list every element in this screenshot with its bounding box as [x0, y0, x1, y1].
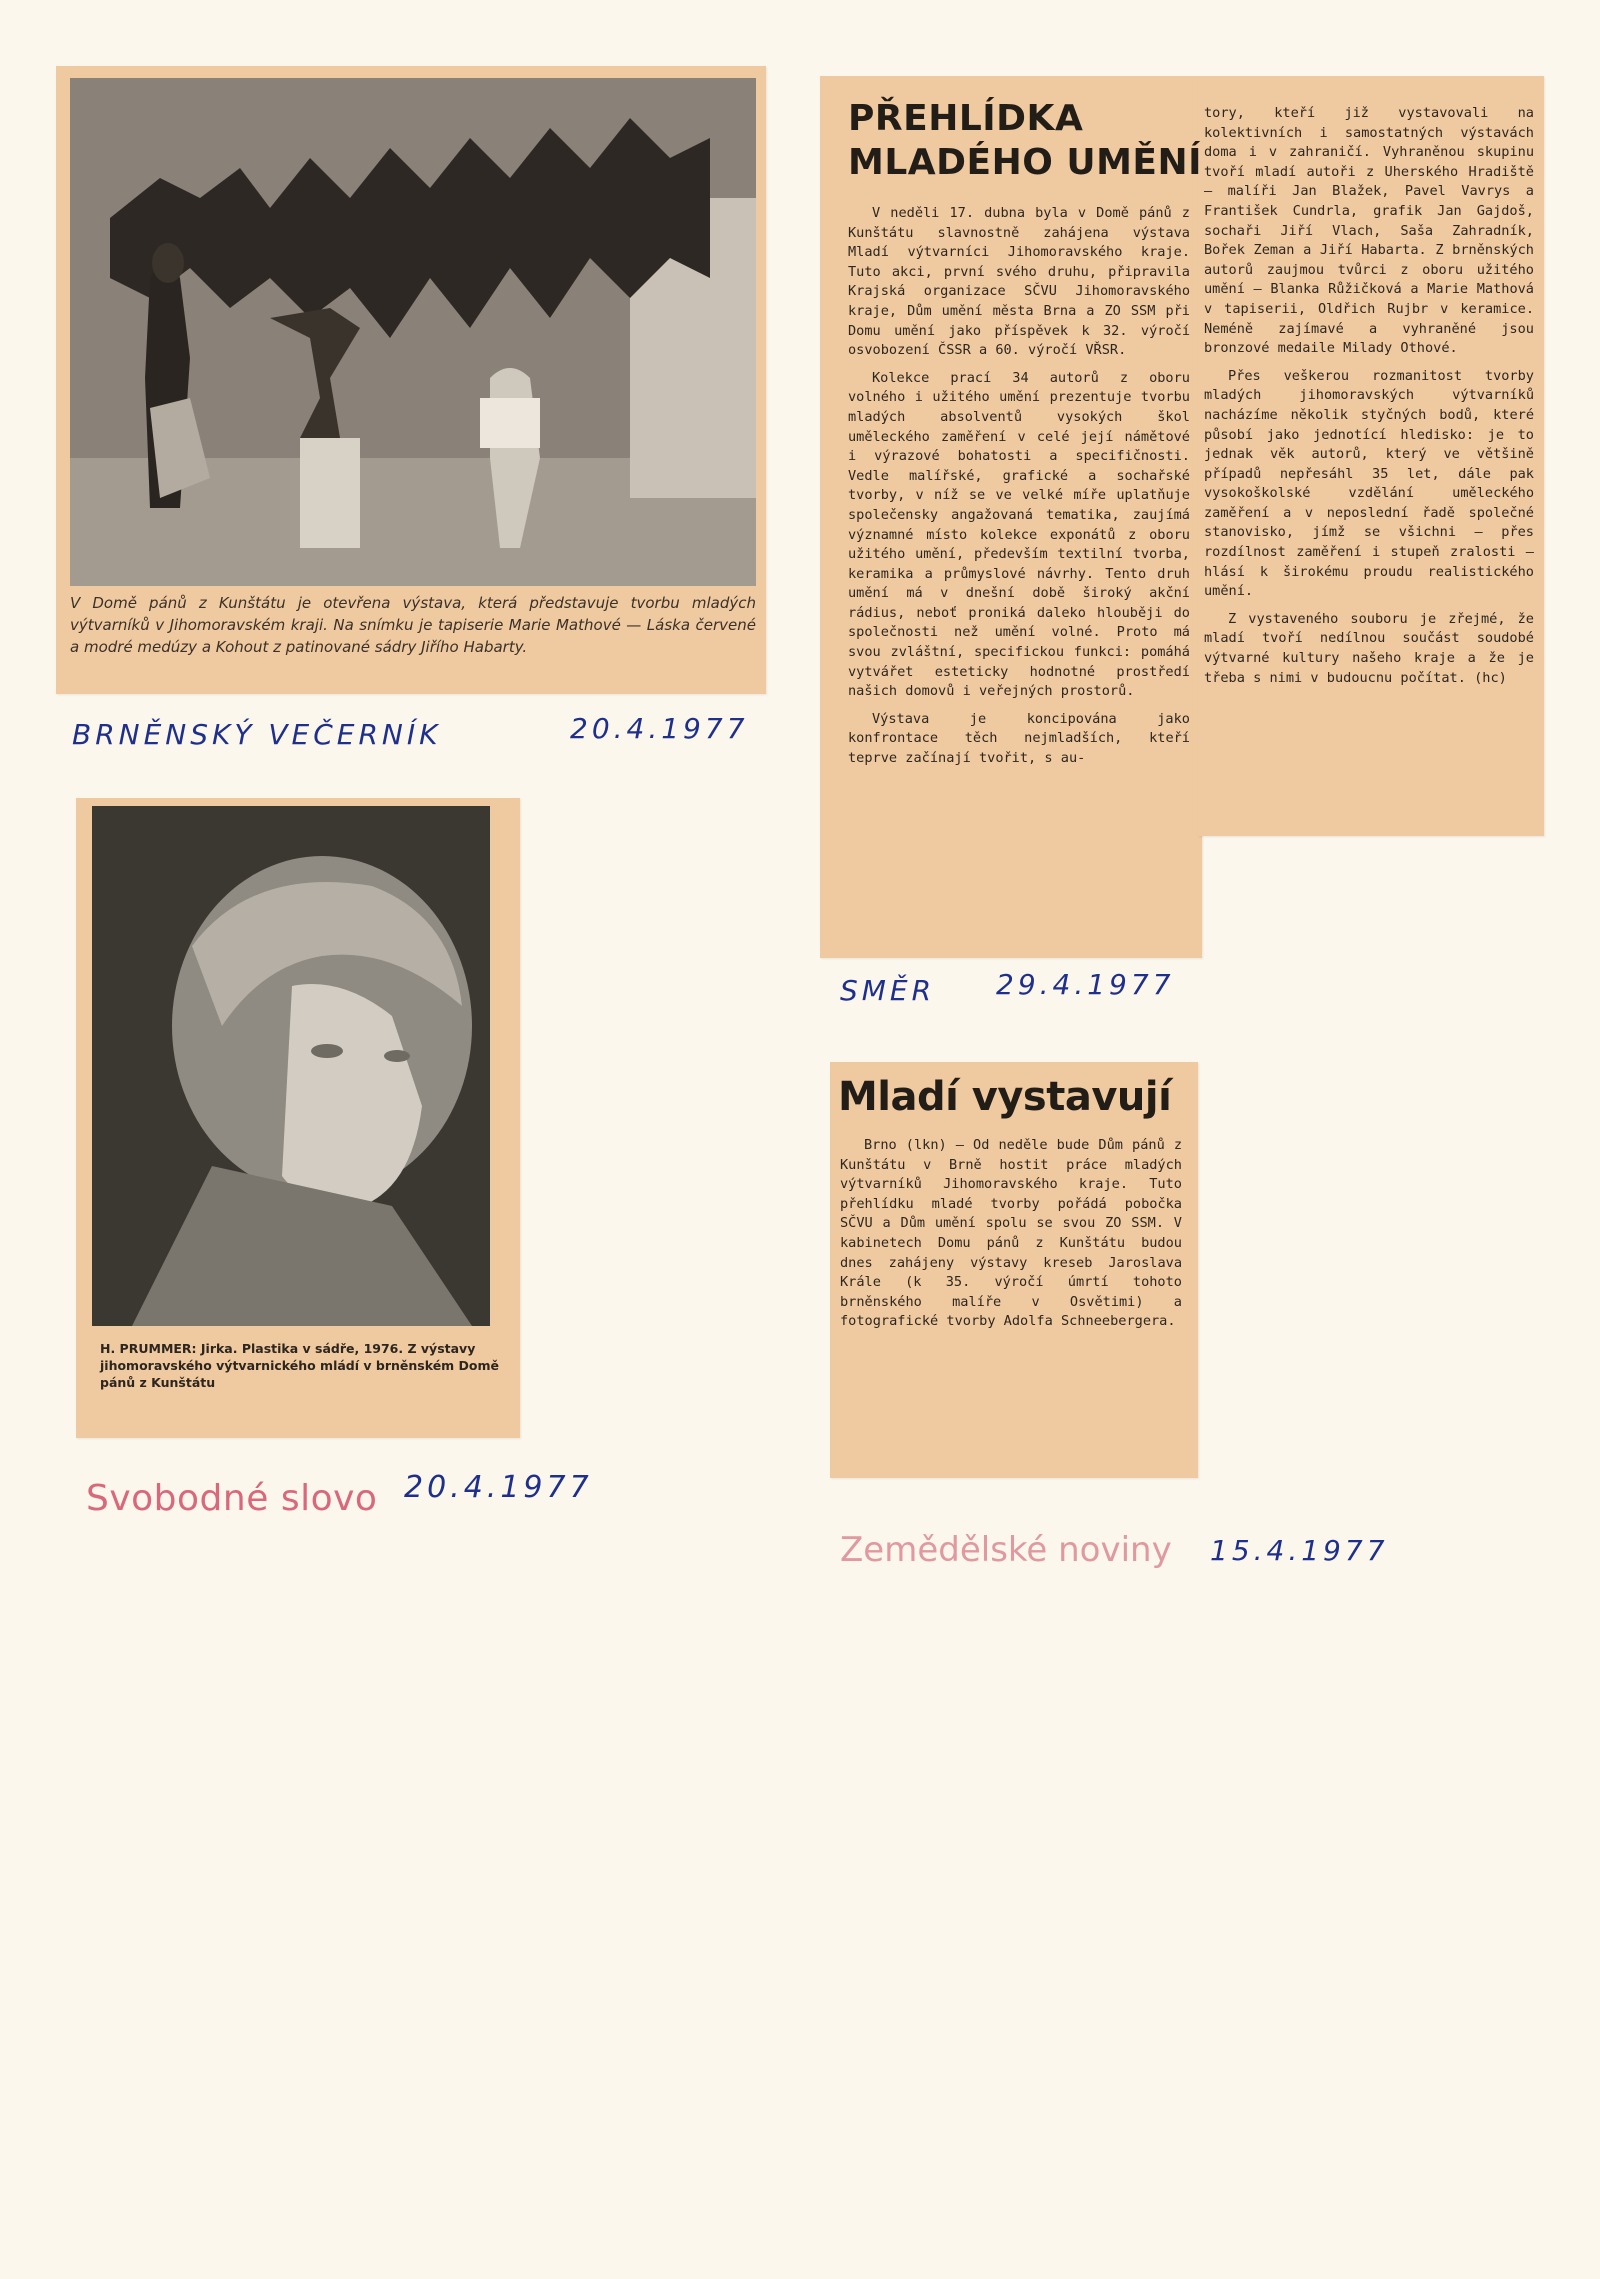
exhibition-photo [70, 78, 756, 586]
date-label-4: 15.4.1977 [1210, 1534, 1389, 1567]
notice-title: Mladí vystavují [838, 1074, 1172, 1120]
source-stamp-svobodne-slovo: Svobodné slovo [86, 1478, 378, 1519]
article-title-line2: MLADÉHO UMĚNÍ [848, 142, 1203, 183]
article-title-line1: PŘEHLÍDKA [848, 98, 1084, 139]
notice-body: Brno (lkn) — Od neděle bude Dům pánů z Kunštátu v Brně hostit práce mladých výtvarníků Jihomoravského kraje. Tuto přehlídku mladé tvorby pořádá pobočka SČVU a Dům umění spolu se svou ZO SSM. V kabinetech Domu pánů z Kunštátu budou dnes zahájeny výstavy kreseb Jaroslava Krále (k 35. výročí úmrtí tohoto brněnského malíře v Osvětimi) a fotografické tvorby Adolfa Schneebergera. [840, 1137, 1182, 1330]
sculpture-caption: H. PRUMMER: Jirka. Plastika v sádře, 1976. Z výstavy jihomoravského výtvarnického mládí v brněnském Domě pánů z Kunštátu [100, 1341, 500, 1390]
source-label-smer: SMĚR [840, 974, 936, 1007]
article-paragraph: Výstava je koncipována jako konfrontace těch nejmladších, kteří teprve začínají tvořit, s au- [848, 710, 1190, 767]
article-paragraph: Z vystaveného souboru je zřejmé, že mladí tvoří nedílnou součást soudobé výtvarné kultury našeho kraje a že je třeba s nimi v budoucnu počítat. (hc) [1204, 610, 1534, 686]
article-column-1 [848, 204, 1190, 949]
date-label-3: 20.4.1977 [404, 1470, 593, 1505]
sculpture-photo [92, 806, 490, 1326]
article-column-2 [1204, 104, 1534, 824]
date-label-1: 20.4.1977 [570, 712, 749, 745]
article-paragraph: V neděli 17. dubna byla v Domě pánů z Kunštátu slavnostně zahájena výstava Mladí výtvarníci Jihomoravského kraje. Tuto akci, první svého druhu, připravila Krajská organizace SČVU Jihomoravského kraje, Dům umění města Brna a ZO SSM při Domu umění jako příspěvek k 32. výročí osvobození ČSSR a 60. výročí VŘSR. [848, 205, 1190, 359]
article-paragraph: Přes veškerou rozmanitost tvorby mladých jihomoravských výtvarníků nacházíme několik styčných bodů, které působí jako jednotící hledisko: je to jednak věk autorů, který ve většině případů nepřesáhl 35 let, dále pak vysokoškolské vzdělání uměleckého zaměření a v neposlední řadě společné stanovisko, jímž se všichni — přes rozdílnost zaměření i stupeň zralosti — hlásí k širokému proudu realistického umění. [1204, 367, 1534, 600]
source-stamp-zemedelske-noviny: Zemědělské noviny [840, 1530, 1172, 1570]
article-paragraph: Kolekce prací 34 autorů z oboru volného i užitého umění prezentuje tvorbu mladých absolventů vysokých škol uměleckého zaměření v celé její námětové i výrazové bohatosti a specifičnosti. Vedle malířské, grafické a sochařské tvorby, v níž se ve velké míře uplatňuje společensky angažovaná tematika, zaujímá významné místo kolekce exponátů z oboru užitého umění, především textilní tvorba, keramika a průmyslové návrhy. Tento druh umění má v dnešní době široký akční rádius, neboť proniká daleko hlouběji do společnosti než umění volné. Proto má svou zvláštní, specifickou funkci: pomáhá vytvářet esteticky hodnotné prostředí našich domovů i veřejných prostorů. [848, 369, 1190, 700]
source-label-brnensky-vecernik: BRNĚNSKÝ VEČERNÍK [72, 718, 442, 751]
date-label-2: 29.4.1977 [996, 968, 1175, 1001]
photo-caption: V Domě pánů z Kunštátu je otevřena výstava, která představuje tvorbu mladých výtvarníků v Jihomoravském kraji. Na snímku je tapiserie Marie Mathové — Láska červené a modré medúzy a Kohout z patinované sádry Jiřího Habarty. [70, 594, 756, 656]
article-paragraph: tory, kteří již vystavovali na kolektivních i samostatných výstavách doma i v zahraničí. Vyhraněnou skupinu tvoří mladí autoři z Uherského Hradiště — malíři Jan Blažek, Pavel Vavrys a František Cundrla, grafik Jan Gajdoš, sochaři Jiří Vlach, Saša Zahradník, Bořek Zeman a Jiří Habarta. Z brněnských autorů zaujmou tvůrci z oboru užitého umění — Blanka Růžičková a Marie Mathová v tapiserii, Oldřich Rujbr v keramice. Neméně zajímavé a vyhraněné jsou bronzové medaile Milady Othové. [1204, 105, 1534, 357]
